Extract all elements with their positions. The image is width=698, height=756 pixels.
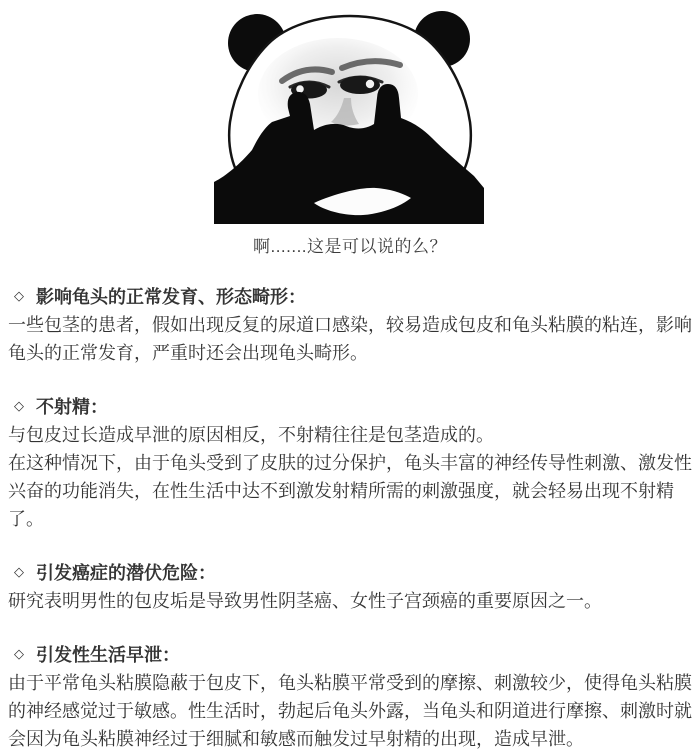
meme-caption: 啊.......这是可以说的么？ bbox=[252, 237, 448, 256]
panda-meme-image[interactable] bbox=[212, 6, 488, 230]
section-paragraph: 由于平常龟头粘膜隐蔽于包皮下，龟头粘膜平常受到的摩擦、刺激较少，使得龟头粘膜的神经感觉过于敏感。性生活时，勃起后龟头外露，当龟头和阴道进行摩擦、刺激时就会因为龟头粘膜神经过于细腻和敏感而触发过早射精的出现，造成早泄。 bbox=[8, 673, 692, 749]
section-glans-development bbox=[8, 283, 692, 367]
left-eye-glint bbox=[296, 85, 304, 93]
section-paragraph: 研究表明男性的包皮垢是导致男性阴茎癌、女性子宫颈癌的重要原因之一。 bbox=[8, 591, 602, 611]
section-title-text: 引发性生活早泄： bbox=[36, 645, 180, 665]
section-title-text: 影响龟头的正常发育、形态畸形： bbox=[36, 287, 306, 307]
section-title bbox=[8, 559, 692, 587]
section-cancer-risk bbox=[8, 559, 692, 615]
diamond-bullet-icon: ◇ bbox=[14, 398, 24, 413]
section-title bbox=[8, 641, 692, 669]
diamond-bullet-icon: ◇ bbox=[14, 288, 24, 303]
section-anejaculation bbox=[8, 393, 692, 533]
section-paragraph: 与包皮过长造成早泄的原因相反，不射精往往是包茎造成的。 bbox=[8, 425, 494, 445]
diamond-bullet-icon: ◇ bbox=[14, 564, 24, 579]
section-premature-ejaculation bbox=[8, 641, 692, 753]
section-title-text: 引发癌症的潜伏危险： bbox=[36, 563, 216, 583]
section-paragraph: 在这种情况下，由于龟头受到了皮肤的过分保护，龟头丰富的神经传导性刺激、激发性兴奋的功能消失，在性生活中达不到激发射精所需的刺激强度，就会轻易出现不射精了。 bbox=[8, 453, 692, 529]
diamond-bullet-icon: ◇ bbox=[14, 646, 24, 661]
panda-meme-figure bbox=[8, 6, 692, 259]
section-title bbox=[8, 393, 692, 421]
article-content bbox=[8, 283, 692, 753]
section-title-text: 不射精： bbox=[36, 397, 108, 417]
section-title bbox=[8, 283, 692, 311]
section-paragraph: 一些包茎的患者，假如出现反复的尿道口感染，较易造成包皮和龟头粘膜的粘连，影响龟头的正常发育，严重时还会出现龟头畸形。 bbox=[8, 315, 692, 363]
right-eye-glint bbox=[366, 80, 374, 88]
